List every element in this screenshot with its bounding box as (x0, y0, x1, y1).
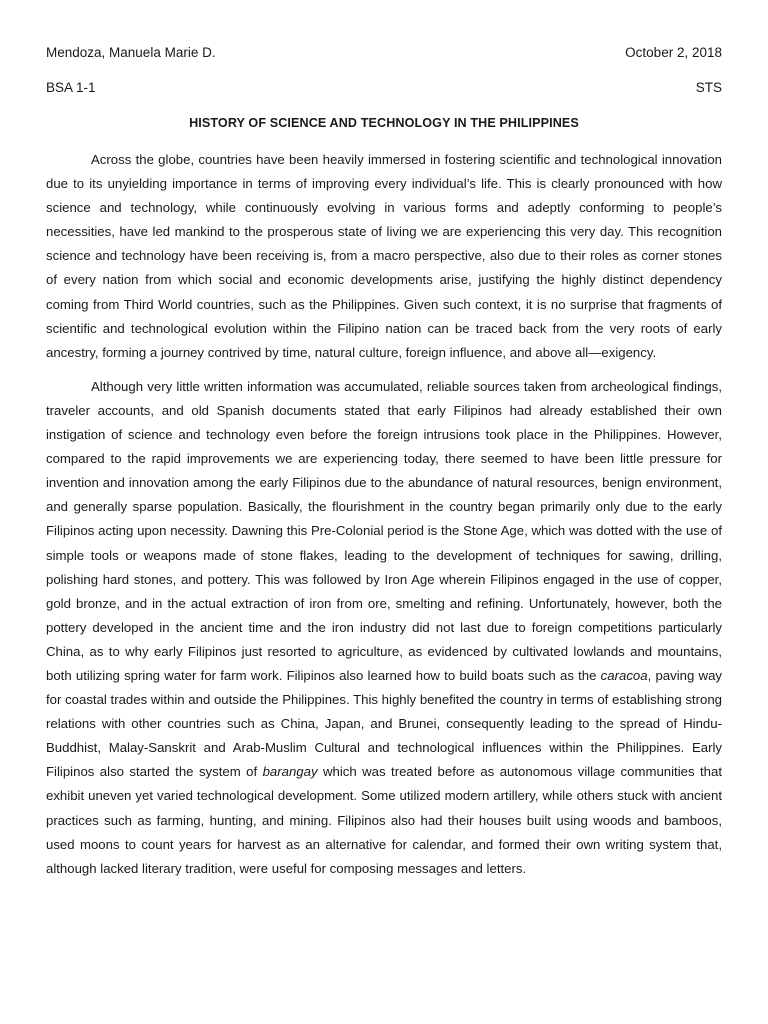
term-caracoa: caracoa (600, 667, 648, 683)
header-row-1 (46, 45, 722, 61)
document-body (46, 148, 722, 881)
document-title: HISTORY OF SCIENCE AND TECHNOLOGY IN THE PHILIPPINES (189, 116, 579, 130)
author-name: Mendoza, Manuela Marie D. (46, 45, 216, 60)
course-code: STS (695, 80, 722, 95)
paragraph-2 (46, 375, 722, 881)
document-page (46, 0, 722, 1024)
paragraph-2-text-c: which was treated before as autonomous village communities that exhibit uneven yet varied technological development. Some utilized modern artillery, while others stuck with ancient practices such as farming, hunting, and mining. Filipinos also had their houses built using woods and bamboos, used moons to count years for harvest as an alternative for calendar, and formed their own writing system that, although lacked literary tradition, were useful for composing messages and letters. (46, 764, 722, 876)
paragraph-1: Across the globe, countries have been heavily immersed in fostering scientific and technological innovation due to its unyielding importance in terms of improving every individual’s life. This is clearly pronounced with how science and technology, while continuously evolving in various forms and adeptly conforming to people’s necessities, have led mankind to the prosperous state of living we are experiencing this very day. This recognition science and technology have been receiving is, from a macro perspective, also due to their roles as corner stones of every nation from which social and economic developments arise, justifying the highly distinct dependency coming from Third World countries, such as the Philippines. Given such context, it is no surprise that fragments of scientific and technological evolution within the Filipino nation can be traced back from the very roots of early ancestry, forming a journey contrived by time, natural culture, foreign influence, and above all—exigency. (46, 152, 722, 360)
header-row-2 (46, 80, 722, 96)
document-date: October 2, 2018 (625, 45, 722, 60)
paragraph-2-text-b: , paving way for coastal trades within and outside the Philippines. This highly benefited the country in terms of establishing strong relations with other countries such as China, Japan, and Brunei, consequently leading to the spread of Hindu-Buddhist, Malay-Sanskrit and Arab-Muslim Cultural and technological influences within the Philippines. Early Filipinos also started the system of (46, 667, 722, 780)
paragraph-2-text-a: Although very little written information was accumulated, reliable sources taken from archeological findings, traveler accounts, and old Spanish documents stated that early Filipinos had already established their own instigation of science and technology even before the foreign intrusions took place in the Philippines. However, compared to the rapid improvements we are experiencing today, there seemed to have been little pressure for invention and innovation among the early Filipinos due to the abundance of natural resources, benign environment, and generally sparse population. Basically, the flourishment in the country began primarily only due to the early Filipinos acting upon necessity. Dawning this Pre-Colonial period is the Stone Age, which was dotted with the use of simple tools or weapons made of stone flakes, leading to the development of techniques for sawing, drilling, polishing hard stones, and pottery. This was followed by Iron Age wherein Filipinos engaged in the use of copper, gold bronze, and in the actual extraction of iron from ore, smelting and refining. Unfortunately, however, both the pottery developed in the ancient time and the iron industry did not last due to foreign competitions particularly China, as to why early Filipinos just resorted to agriculture, as evidenced by cultivated lowlands and mountains, both utilizing spring water for farm work. Filipinos also learned how to build boats such as the (46, 378, 722, 683)
term-barangay: barangay (262, 764, 318, 780)
class-section: BSA 1-1 (46, 80, 96, 95)
